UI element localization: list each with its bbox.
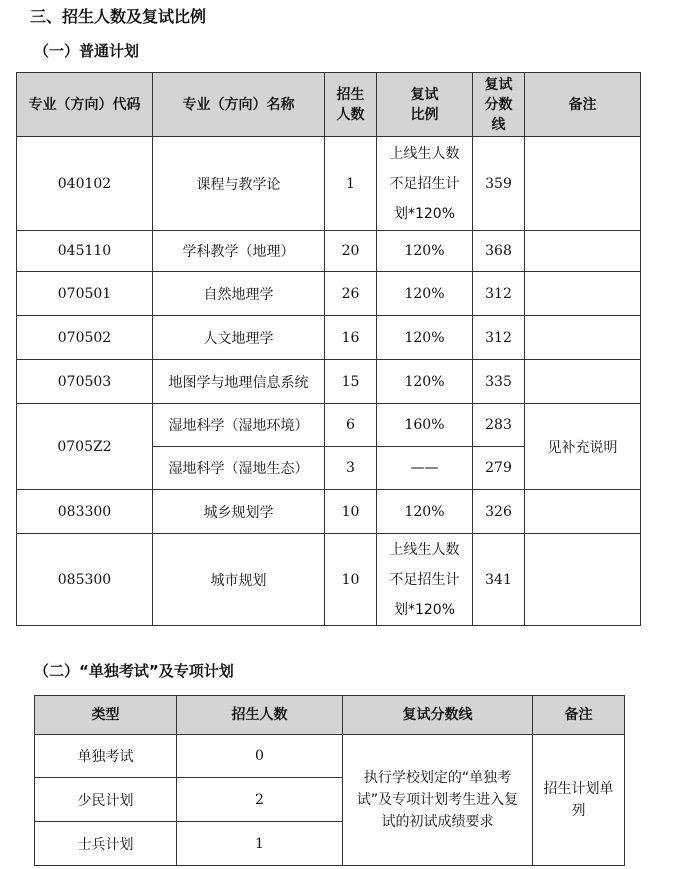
ratio: 120%: [377, 272, 473, 316]
major-name: 人文地理学: [153, 316, 325, 360]
table-header-row: [17, 73, 641, 137]
major-name: 湿地科学（湿地环境）: [153, 404, 325, 447]
header-quota: 招生人数: [177, 696, 343, 735]
score: 279: [473, 447, 525, 490]
regular-plan-table: [16, 72, 641, 626]
table-row: [17, 360, 641, 404]
header-quota: 招生人数: [325, 73, 377, 137]
header-code: 专业（方向）代码: [17, 73, 153, 137]
special-plan-table: [34, 695, 625, 866]
plan-type: 少民计划: [35, 778, 177, 822]
major-code: 0705Z2: [17, 404, 153, 490]
header-score: 复试分数线: [473, 73, 525, 137]
score: 312: [473, 316, 525, 360]
score: 335: [473, 360, 525, 404]
note: [525, 360, 641, 404]
plan-type: 单独考试: [35, 735, 177, 778]
quota: 16: [325, 316, 377, 360]
header-ratio: 复试比例: [377, 73, 473, 137]
note: [525, 231, 641, 272]
ratio: 120%: [377, 316, 473, 360]
ratio: 120%: [377, 360, 473, 404]
plan-type: 士兵计划: [35, 822, 177, 866]
major-code: 083300: [17, 490, 153, 534]
note: [525, 137, 641, 231]
score: 359: [473, 137, 525, 231]
note: [525, 534, 641, 626]
score: 326: [473, 490, 525, 534]
plan1-title: （一）普通计划: [34, 42, 140, 60]
quota: 15: [325, 360, 377, 404]
ratio: ——: [377, 447, 473, 490]
ratio: 上线生人数不足招生计划*120%: [377, 534, 473, 626]
major-code: 070503: [17, 360, 153, 404]
major-code: 070502: [17, 316, 153, 360]
major-name: 自然地理学: [153, 272, 325, 316]
section-title: 三、招生人数及复试比例: [30, 7, 207, 26]
note: [525, 272, 641, 316]
major-code: 045110: [17, 231, 153, 272]
ratio: 上线生人数不足招生计划*120%: [377, 137, 473, 231]
major-code: 085300: [17, 534, 153, 626]
score: 283: [473, 404, 525, 447]
table-row: [17, 534, 641, 626]
header-note: 备注: [533, 696, 625, 735]
note: 招生计划单列: [533, 735, 625, 866]
table-row: [17, 316, 641, 360]
note: [525, 490, 641, 534]
table-row: [35, 735, 625, 778]
quota: 0: [177, 735, 343, 778]
score: 341: [473, 534, 525, 626]
major-name: 湿地科学（湿地生态）: [153, 447, 325, 490]
ratio: 120%: [377, 231, 473, 272]
header-score: 复试分数线: [343, 696, 533, 735]
major-code: 040102: [17, 137, 153, 231]
header-type: 类型: [35, 696, 177, 735]
quota: 3: [325, 447, 377, 490]
quota: 6: [325, 404, 377, 447]
score: 312: [473, 272, 525, 316]
ratio: 120%: [377, 490, 473, 534]
major-name: 地图学与地理信息系统: [153, 360, 325, 404]
table-row: [17, 231, 641, 272]
score-requirement: 执行学校划定的“单独考试”及专项计划考生进入复试的初试成绩要求: [343, 735, 533, 866]
note: 见补充说明: [525, 404, 641, 490]
major-code: 070501: [17, 272, 153, 316]
major-name: 课程与教学论: [153, 137, 325, 231]
header-note: 备注: [525, 73, 641, 137]
table-row: [17, 490, 641, 534]
major-name: 城市规划: [153, 534, 325, 626]
table-row: [17, 272, 641, 316]
table-row: [17, 137, 641, 231]
quota: 10: [325, 490, 377, 534]
table-header-row: [35, 696, 625, 735]
quota: 26: [325, 272, 377, 316]
quota: 1: [177, 822, 343, 866]
plan2-title: （二）“单独考试”及专项计划: [34, 662, 234, 680]
score: 368: [473, 231, 525, 272]
quota: 2: [177, 778, 343, 822]
quota: 10: [325, 534, 377, 626]
table-row: [17, 404, 641, 447]
quota: 1: [325, 137, 377, 231]
major-name: 城乡规划学: [153, 490, 325, 534]
quota: 20: [325, 231, 377, 272]
note: [525, 316, 641, 360]
ratio: 160%: [377, 404, 473, 447]
header-name: 专业（方向）名称: [153, 73, 325, 137]
major-name: 学科教学（地理）: [153, 231, 325, 272]
